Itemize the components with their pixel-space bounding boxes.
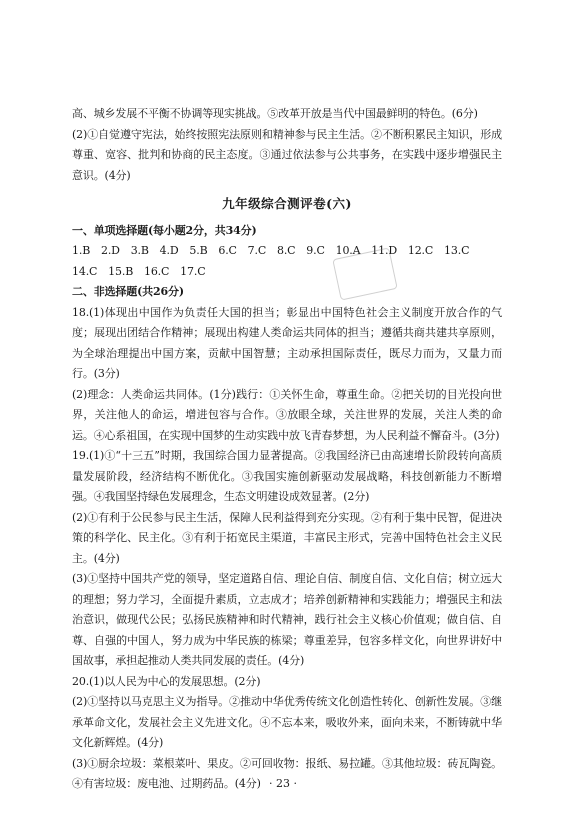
answer-paragraph: (3)①坚持中国共产党的领导，坚定道路自信、理论自信、制度自信、文化自信；树立远大的理想；努力学习，全面提升素质，立志成才；培养创新精神和实践能力；增强民主和法治意识，做现代公民；弘扬民族精神和时代精神，践行社会主义核心价值观；做自信、自尊、自强的中国人，努力成为中华民族的栋梁；尊重差异，包容多样文化，向世界讲好中国故事，承担起推动人类共同发展的责任。(4分) bbox=[72, 572, 502, 667]
page-number: · 23 · bbox=[269, 777, 297, 790]
answer-paragraph: 19.(1)①“十三五”时期，我国综合国力显著提高。②我国经济已由高速增长阶段转向高质量发展阶段，经济结构不断优化。③我国实施创新驱动发展战略，科技创新能力不断增强。④我国坚持绿色发展理念，生态文明建设成效显著。(2分) bbox=[72, 449, 502, 503]
answer-paragraph: (2)①有利于公民参与民主生活，保障人民利益得到充分实现。②有利于集中民智，促进决策的科学化、民主化。③有利于拓宽民主渠道，丰富民主形式，完善中国特色社会主义民主。(4分) bbox=[72, 510, 502, 565]
choice-answers-row: 14.C 15.B 16.C 17.C bbox=[72, 264, 206, 278]
section-heading-nonchoice: 二、非选择题(共26分) bbox=[72, 285, 184, 298]
answer-paragraph: (2)理念：人类命运共同体。(1分)践行：①关怀生命，尊重生命。②把关切的目光投向世界，关注他人的命运，增进包容与合作。③放眼全球，关注世界的发展，关注人类的命运。④心系祖国，在实现中国梦的生动实践中放飞青春梦想，为人民利益不懈奋斗。(3分) bbox=[72, 387, 502, 442]
choice-answers-row: 1.B 2.D 3.B 4.D 5.B 6.C 7.C 8.C 9.C 10.A 11.D 12.C 13.C bbox=[72, 244, 470, 257]
answer-paragraph: 20.(1)以人民为中心的发展思想。(2分) bbox=[72, 674, 261, 688]
answer-paragraph: 18.(1)体现出中国作为负责任大国的担当；彰显出中国特色社会主义制度开放合作的气度；展现出团结合作精神；展现出构建人类命运共同体的担当；遵循共商共建共享原则，为全球治理提出中国方案，贡献中国智慧；主动承担国际责任，既尽力而为，又量力而行。(3分) bbox=[72, 305, 502, 380]
exam-title: 九年级综合测评卷(六) bbox=[222, 196, 352, 211]
answer-paragraph: (2)①自觉遵守宪法，始终按照宪法原则和精神参与民主生活。②不断积累民主知识，形成尊重、宽容、批判和协商的民主态度。③通过依法参与公共事务，在实践中逐步增强民主意识。(4分) bbox=[72, 127, 502, 182]
answer-paragraph: (2)①坚持以马克思主义为指导。②推动中华优秀传统文化创造性转化、创新性发展。③继承革命文化，发展社会主义先进文化。④不忘本来，吸收外来，面向未来，不断铸就中华文化新辉煌。(4分) bbox=[72, 695, 502, 749]
document-content bbox=[72, 104, 502, 795]
answer-paragraph: 高、城乡发展不平衡不协调等现实挑战。⑤改革开放是当代中国最鲜明的特色。(6分) bbox=[72, 107, 478, 120]
section-heading-choice: 一、单项选择题(每小题2分，共34分) bbox=[72, 223, 257, 237]
answer-paragraph: (3)①厨余垃圾：菜根菜叶、果皮。②可回收物：报纸、易拉罐。③其他垃圾：砖瓦陶瓷。④有害垃圾：废电池、过期药品。(4分) bbox=[72, 756, 502, 790]
